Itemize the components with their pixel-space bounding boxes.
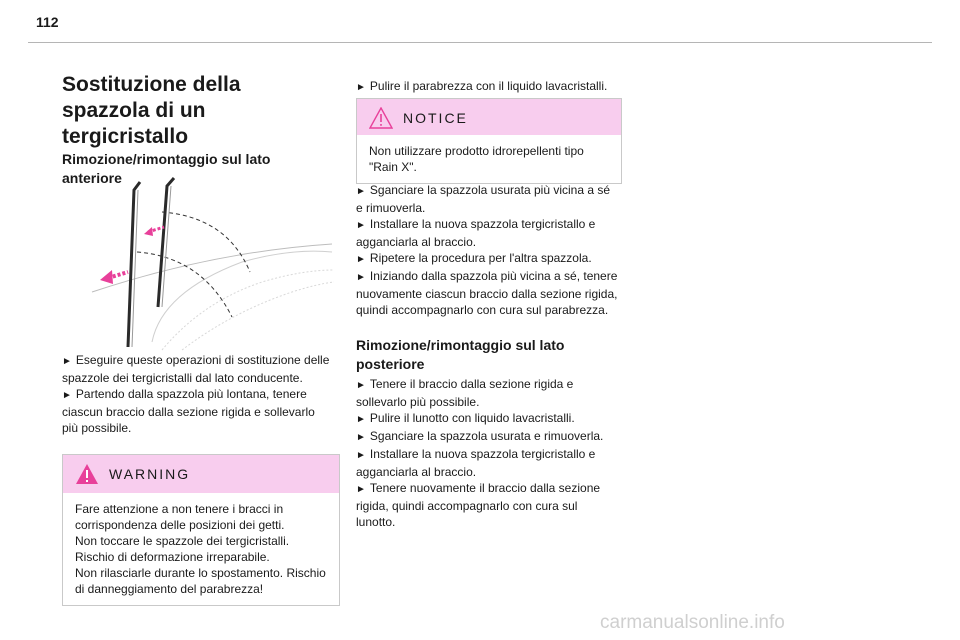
wiper-illustration bbox=[62, 172, 334, 352]
right-triangle-icon: ► bbox=[356, 380, 366, 391]
right-triangle-icon: ► bbox=[62, 390, 72, 401]
step-item: ► Installare la nuova spazzola tergicristallo e agganciarla al braccio. bbox=[356, 217, 596, 249]
step-item: ► Pulire il lunotto con liquido lavacristalli. bbox=[356, 411, 575, 425]
page-number: 112 bbox=[36, 14, 59, 30]
front-steps-continued bbox=[356, 182, 620, 318]
right-triangle-icon: ► bbox=[62, 356, 72, 367]
wiper-illustration-svg bbox=[62, 172, 334, 352]
step-item: ► Eseguire queste operazioni di sostituzione delle spazzole dei tergicristalli dal lato conducente. bbox=[62, 353, 330, 385]
section-title: Sostituzione della spazzola di un tergicristallo bbox=[62, 73, 241, 148]
notice-triangle-icon bbox=[369, 107, 393, 129]
warning-line: Non rilasciarle durante lo spostamento. Rischio di danneggiamento del parabrezza! bbox=[75, 566, 326, 596]
right-triangle-icon: ► bbox=[356, 432, 366, 443]
rear-heading: Rimozione/rimontaggio sul lato posteriore bbox=[356, 337, 565, 372]
step-item: ► Ripetere la procedura per l'altra spazzola. bbox=[356, 251, 592, 265]
notice-body: Non utilizzare prodotto idrorepellenti tipo "Rain X". bbox=[369, 144, 584, 174]
notice-label: NOTICE bbox=[403, 110, 468, 126]
warning-line: Fare attenzione a non tenere i bracci in corrispondenza delle posizioni dei getti. bbox=[75, 502, 285, 532]
notice-box bbox=[356, 98, 622, 184]
step-item: ► Partendo dalla spazzola più lontana, tenere ciascun braccio dalla sezione rigida e sollevarlo più possibile. bbox=[62, 387, 315, 435]
right-triangle-icon: ► bbox=[356, 272, 366, 283]
step-item: ► Installare la nuova spazzola tergicristallo e agganciarla al braccio. bbox=[356, 447, 596, 479]
right-triangle-icon: ► bbox=[356, 82, 366, 93]
step-item: ► Tenere il braccio dalla sezione rigida e sollevarlo più possibile. bbox=[356, 377, 574, 409]
step-item: ► Pulire il parabrezza con il liquido lavacristalli. bbox=[356, 79, 608, 93]
front-steps bbox=[62, 352, 334, 436]
right-triangle-icon: ► bbox=[356, 414, 366, 425]
right-triangle-icon: ► bbox=[356, 450, 366, 461]
step-item: ► Sganciare la spazzola usurata e rimuoverla. bbox=[356, 429, 604, 443]
step-item: ► Tenere nuovamente il braccio dalla sezione rigida, quindi accompagnarlo con cura sul lunotto. bbox=[356, 481, 601, 529]
step-item: ► Iniziando dalla spazzola più vicina a sé, tenere nuovamente ciascun braccio dalla sezione rigida, quindi accompagnarlo con cura sul parabrezza. bbox=[356, 269, 618, 317]
warning-line: Non toccare le spazzole dei tergicristalli. Rischio di deformazione irreparabile. bbox=[75, 534, 290, 564]
warning-body bbox=[63, 493, 339, 605]
warning-label: WARNING bbox=[109, 466, 191, 482]
watermark: carmanualsonline.info bbox=[600, 612, 785, 633]
right-column bbox=[356, 78, 620, 96]
front-heading: Rimozione/rimontaggio sul lato anteriore bbox=[62, 151, 271, 186]
warning-triangle-icon bbox=[75, 463, 99, 485]
right-triangle-icon: ► bbox=[356, 254, 366, 265]
step-item: ► Sganciare la spazzola usurata più vicina a sé e rimuoverla. bbox=[356, 183, 611, 215]
header-divider bbox=[28, 42, 932, 43]
right-triangle-icon: ► bbox=[356, 186, 366, 197]
lift-arrow-icon bbox=[144, 227, 164, 236]
notice-header bbox=[357, 99, 621, 135]
right-triangle-icon: ► bbox=[356, 220, 366, 231]
warning-box bbox=[62, 454, 340, 606]
warning-header bbox=[63, 455, 339, 493]
right-triangle-icon: ► bbox=[356, 484, 366, 495]
rear-steps bbox=[356, 376, 620, 530]
left-column bbox=[62, 72, 334, 188]
